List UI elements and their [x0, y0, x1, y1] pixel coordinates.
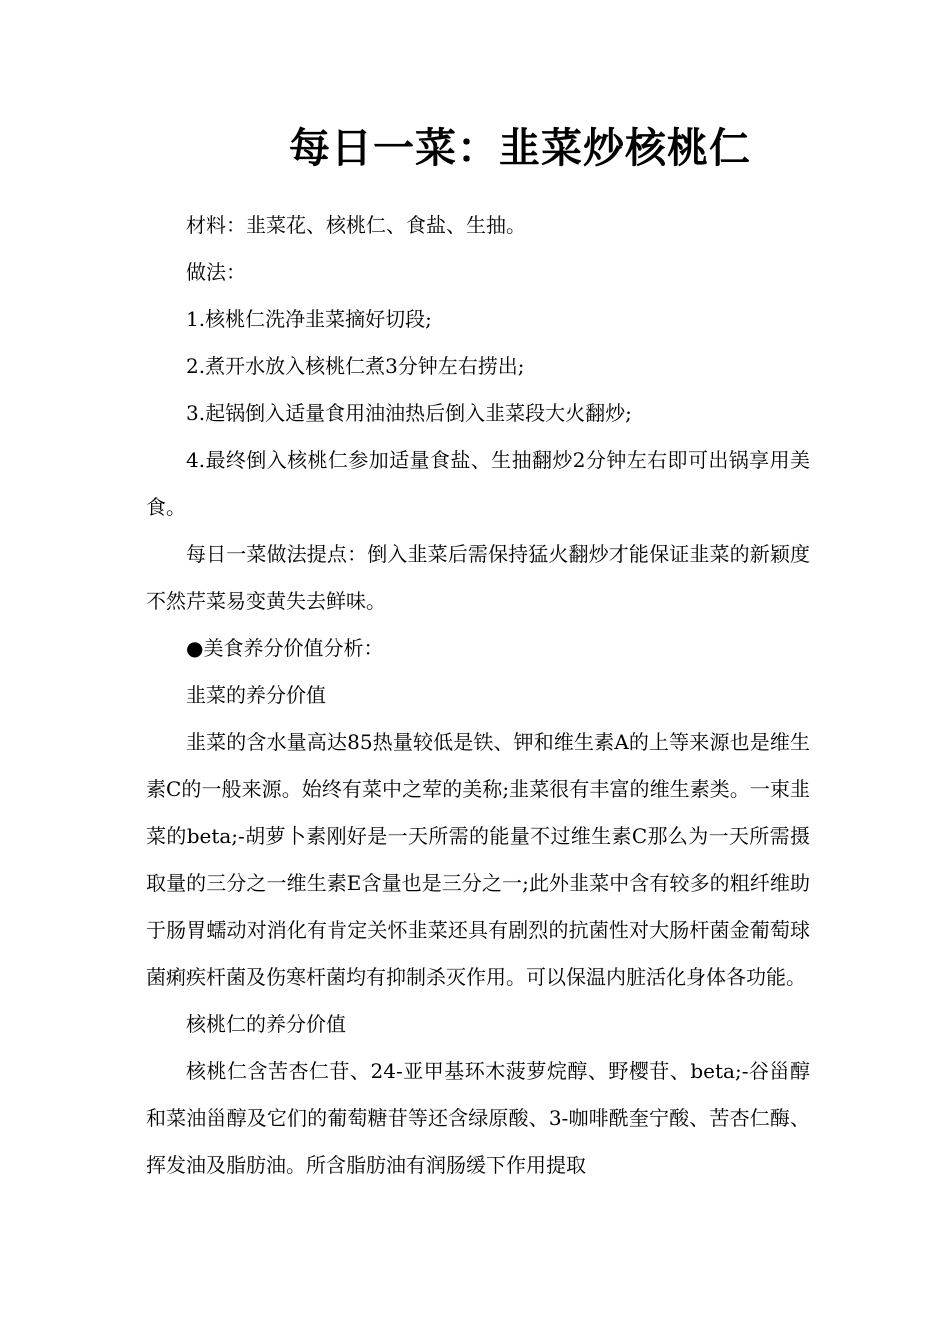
paragraph-chive-heading: 韭菜的养分价值 — [186, 683, 326, 707]
document-title: 每日一菜：韭菜炒核桃仁 — [289, 124, 751, 172]
paragraph-materials: 材料：韭菜花、核桃仁、食盐、生抽。 — [186, 213, 526, 237]
paragraph-walnut-body: 核桃仁含苦杏仁苷、24-亚甲基环木菠萝烷醇、野樱苷、beta;-谷甾醇和菜油甾醇及它们的葡萄糖苷等还含绿原酸、3-咖啡酰奎宁酸、苦杏仁酶、挥发油及脂肪油。所含脂肪油有润肠缓下作用提取 — [146, 1059, 810, 1177]
paragraph-nutrition-heading: ●美食养分价值分析： — [186, 636, 384, 660]
paragraph-walnut-heading: 核桃仁的养分价值 — [186, 1012, 346, 1036]
paragraph-tip: 每日一菜做法提点：倒入韭菜后需保持猛火翻炒才能保证韭菜的新颖度不然芹菜易变黄失去鲜味。 — [146, 542, 810, 613]
document-body — [146, 202, 810, 1189]
paragraph-step-2: 2.煮开水放入核桃仁煮3分钟左右捞出; — [186, 354, 525, 378]
paragraph-step-3: 3.起锅倒入适量食用油油热后倒入韭菜段大火翻炒; — [186, 401, 632, 425]
paragraph-step-1: 1.核桃仁洗净韭菜摘好切段; — [186, 307, 432, 331]
paragraph-method-heading: 做法： — [186, 260, 246, 284]
paragraph-chive-body: 韭菜的含水量高达85热量较低是铁、钾和维生素A的上等来源也是维生素C的一般来源。始终有菜中之荤的美称;韭菜很有丰富的维生素类。一束韭菜的beta;-胡萝卜素刚好是一天所需的能量不过维生素C那么为一天所需摄取量的三分之一维生素E含量也是三分之一;此外韭菜中含有较多的粗纤维助于肠胃蠕动对消化有肯定关怀韭菜还具有剧烈的抗菌性对大肠杆菌金葡萄球菌痢疾杆菌及伤寒杆菌均有抑制杀灭作用。可以保温内脏活化身体各功能。 — [146, 730, 810, 989]
paragraph-step-4: 4.最终倒入核桃仁参加适量食盐、生抽翻炒2分钟左右即可出锅享用美食。 — [146, 448, 810, 519]
